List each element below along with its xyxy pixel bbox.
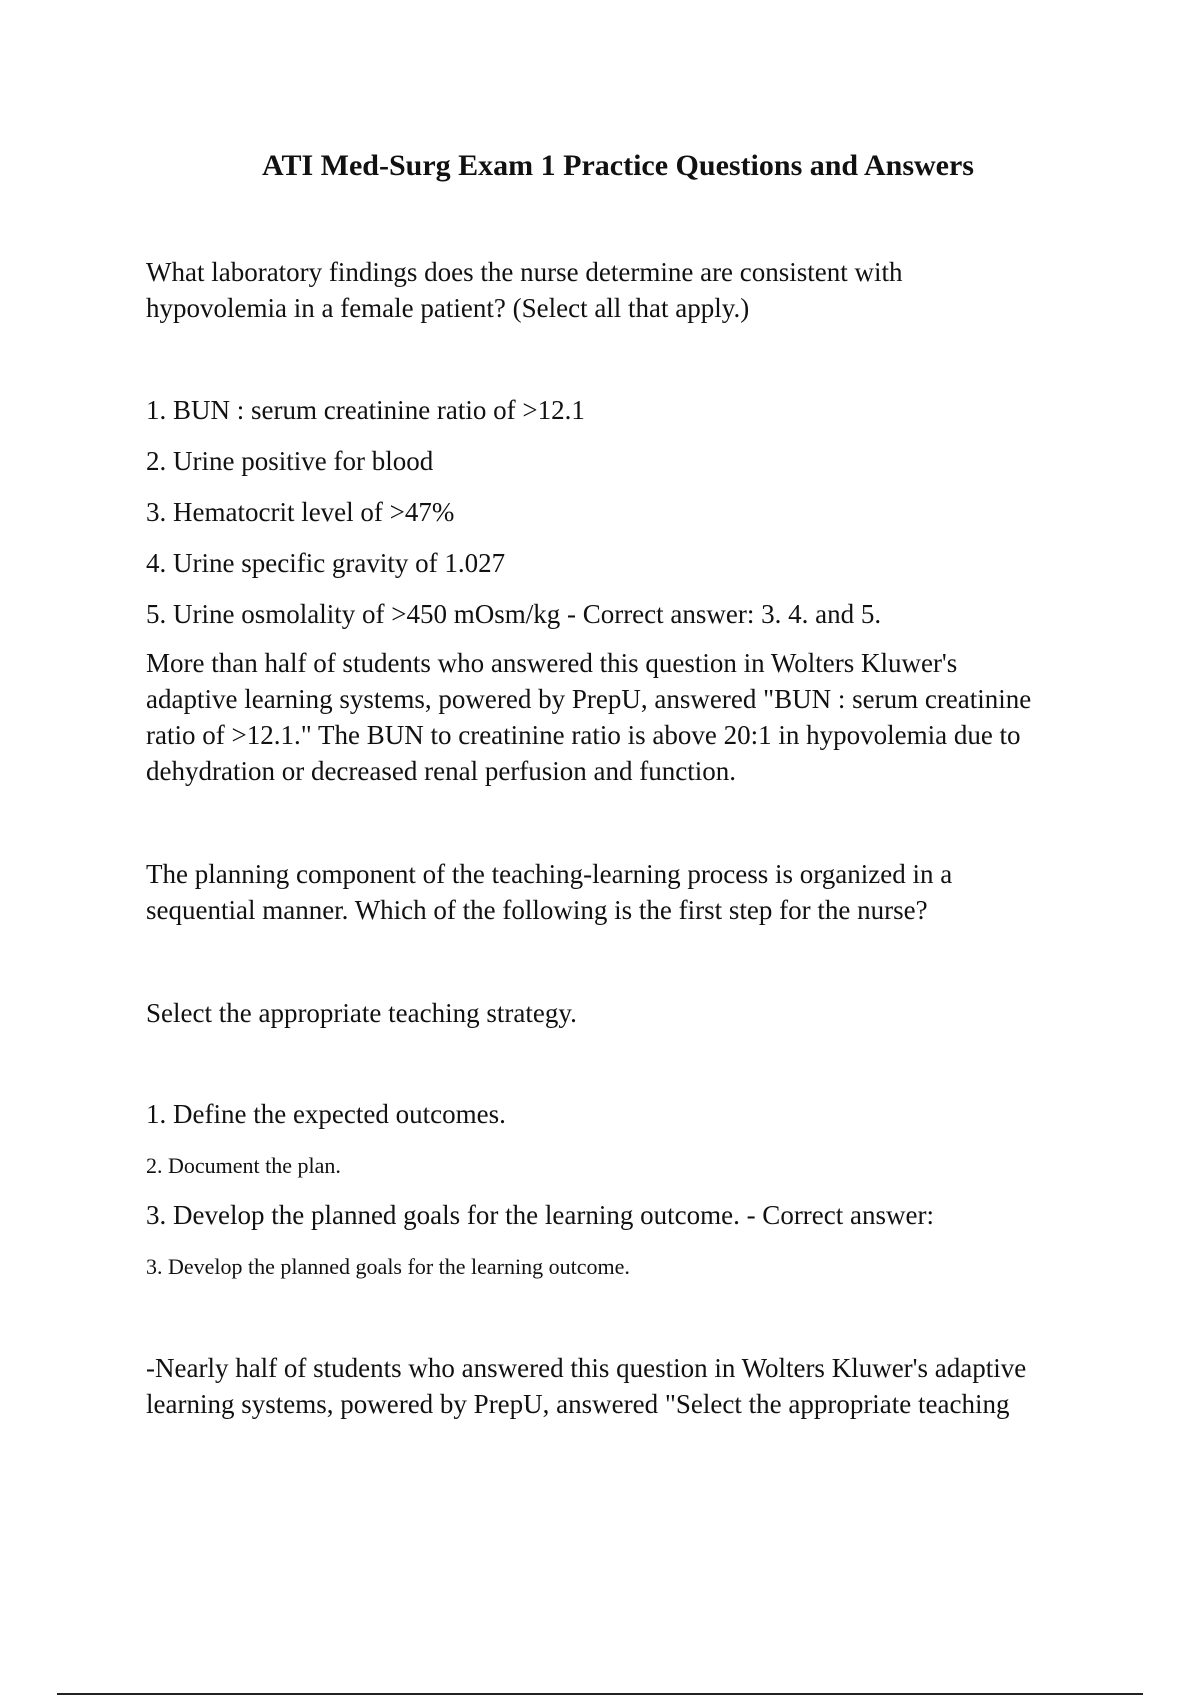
question-1-rationale (146, 645, 1086, 789)
question-1-rationale-line: ratio of >12.1." The BUN to creatinine ratio is above 20:1 in hypovolemia due to (146, 720, 1021, 750)
question-2-rationale-line: -Nearly half of students who answered this question in Wolters Kluwer's adaptive (146, 1353, 1027, 1383)
question-1-rationale-line: adaptive learning systems, powered by PrepU, answered "BUN : serum creatinine (146, 684, 1032, 714)
question-2-stem-line: The planning component of the teaching-learning process is organized in a (146, 859, 953, 889)
question-2-option-with-answer: 3. Develop the planned goals for the learning outcome. - Correct answer: (146, 1200, 934, 1230)
question-2-stem (146, 856, 1086, 928)
question-2-lead-option: Select the appropriate teaching strategy. (146, 998, 577, 1028)
question-1-option: 2. Urine positive for blood (146, 446, 434, 476)
question-1-option: 3. Hematocrit level of >47% (146, 497, 455, 527)
question-1-stem-line: What laboratory findings does the nurse determine are consistent with (146, 257, 903, 287)
question-2-stem-line: sequential manner. Which of the following is the first step for the nurse? (146, 895, 928, 925)
question-1-rationale-line: More than half of students who answered this question in Wolters Kluwer's (146, 648, 958, 678)
question-1-rationale-line: dehydration or decreased renal perfusion and function. (146, 756, 737, 786)
question-2-option: 2. Document the plan. (146, 1153, 341, 1178)
question-2-option: 1. Define the expected outcomes. (146, 1099, 506, 1129)
question-2-rationale (146, 1350, 1086, 1422)
question-1-stem-line: hypovolemia in a female patient? (Select all that apply.) (146, 293, 750, 323)
document-title: ATI Med-Surg Exam 1 Practice Questions and Answers (262, 149, 974, 182)
page-bottom-rule (57, 1693, 1143, 1695)
question-1-option: 4. Urine specific gravity of 1.027 (146, 548, 506, 578)
question-1-stem (146, 254, 1086, 326)
question-2-rationale-line: learning systems, powered by PrepU, answered "Select the appropriate teaching (146, 1389, 1010, 1419)
question-1-option-with-answer: 5. Urine osmolality of >450 mOsm/kg - Correct answer: 3. 4. and 5. (146, 599, 882, 629)
question-2-answer: 3. Develop the planned goals for the learning outcome. (146, 1254, 630, 1279)
question-1-option: 1. BUN : serum creatinine ratio of >12.1 (146, 395, 585, 425)
